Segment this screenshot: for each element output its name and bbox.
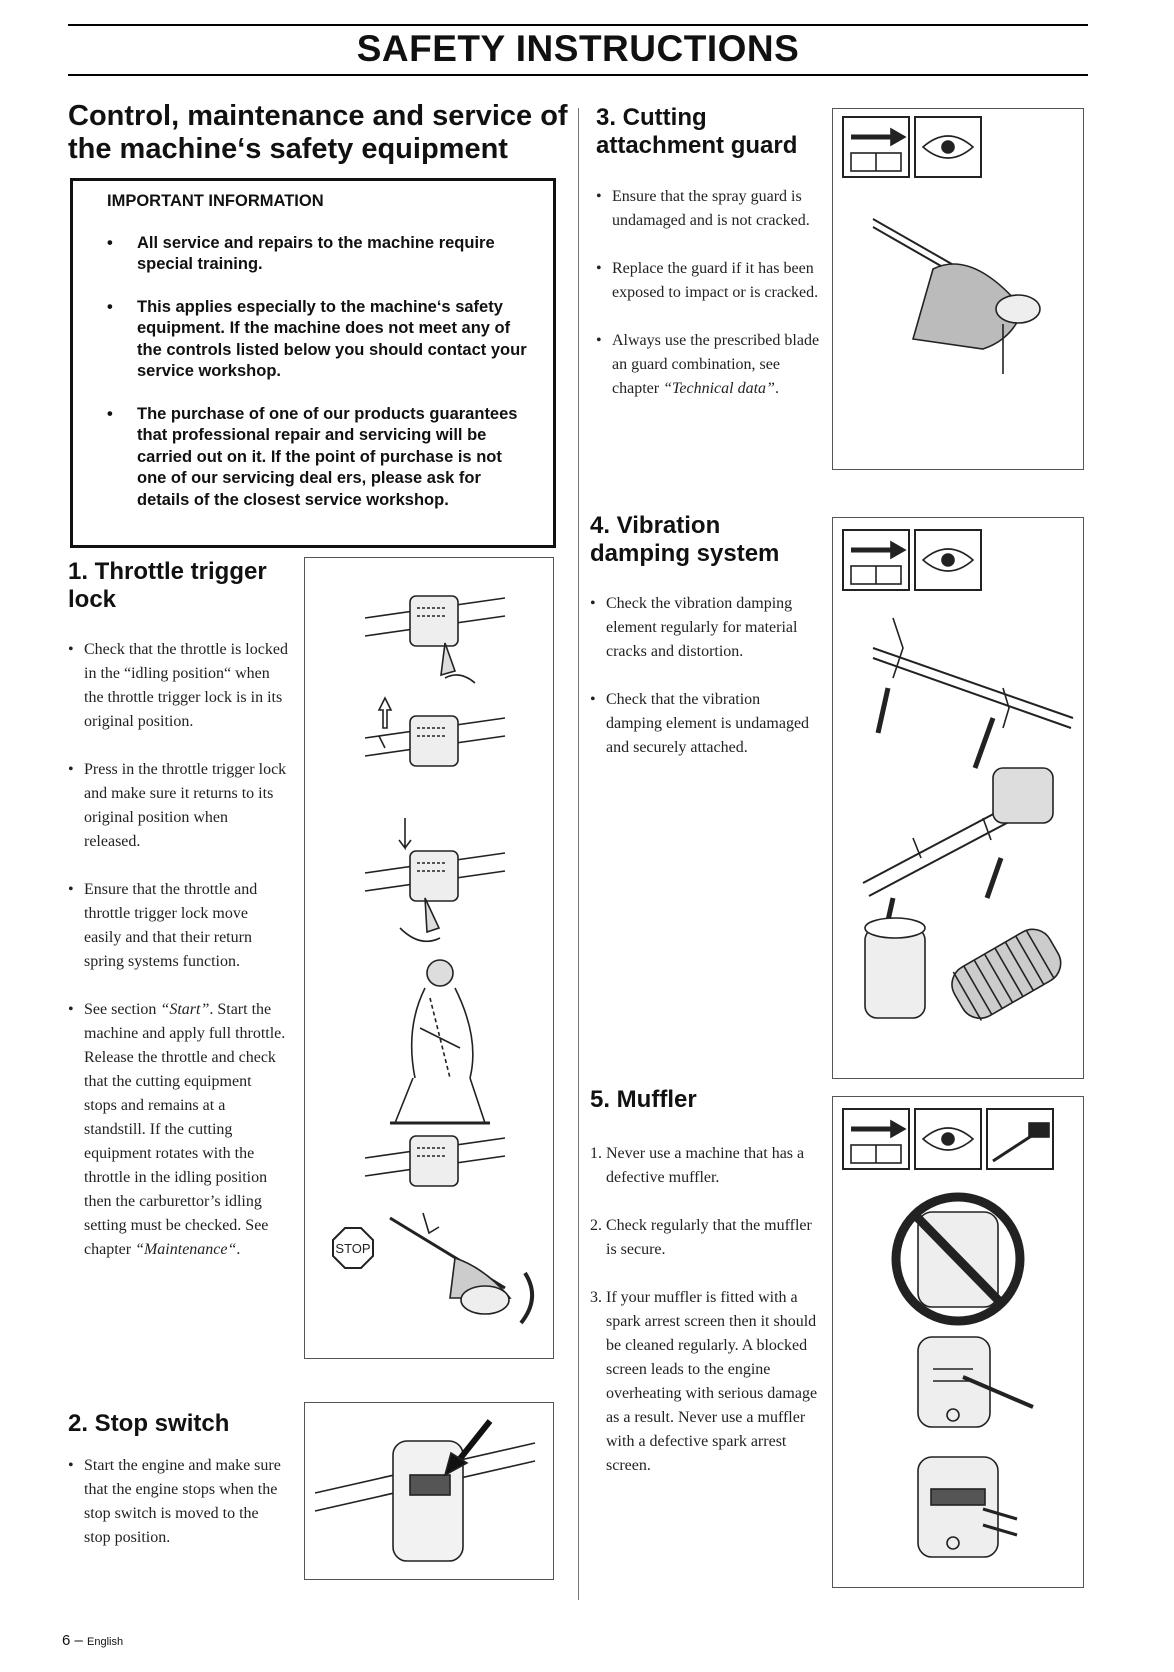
prohibited-icon [896, 1197, 1020, 1321]
throttle-lock-heading-line1: 1. Throttle trigger [68, 558, 267, 585]
important-info-item: • The purchase of one of our products guarantees that professional repair and servicing will be carried out on it. If the point of purchase is not one of our servicing deal ers, please ask for details of the closest service workshop. [107, 404, 533, 512]
throttle-lock-illustration [304, 557, 554, 1359]
list-item-text: If your muffler is fitted with a spark arrest screen then it should be cleaned regularly. A blocked screen leads to the engine overheating with serious damage as a result. Never use a muffler with a defective spark arrest screen. [606, 1289, 818, 1474]
guard-list [596, 185, 820, 425]
list-item-text: Ensure that the throttle and throttle trigger lock move easily and that their return spring systems function. [84, 881, 258, 970]
muffler-heading: 5. Muffler [590, 1086, 697, 1113]
list-item-number: 3. [590, 1289, 602, 1306]
list-item-text: . [236, 1241, 241, 1258]
list-item-text: Always use the prescribed blade an guard combination, see chapter [612, 332, 820, 397]
arrow-book-icon [843, 1109, 909, 1169]
list-item-text: . Start the machine and apply full throttle. Release the throttle and check that the cutting equipment stops and remains at a standstill. If the cutting equipment rotates with the throttle in the idling position then the carburettor’s idling setting must be checked. See chapter [84, 1001, 286, 1258]
throttle-lock-list [68, 638, 288, 1286]
important-info-item: • This applies especially to the machine‘s safety equipment. If the machine does not meet any of the controls listed below you should contact your service workshop. [107, 297, 533, 383]
list-item: • Ensure that the spray guard is undamaged and is not cracked. [596, 188, 810, 229]
list-item: • Start the engine and make sure that the engine stops when the stop switch is moved to the stop position. [68, 1457, 281, 1546]
eye-inspect-icon [915, 1109, 981, 1169]
vibration-list [590, 592, 820, 784]
stop-label: STOP [335, 1241, 371, 1256]
important-info-list [107, 233, 533, 512]
maintenance-reference: “Maintenance“ [135, 1241, 237, 1258]
arrow-book-icon [843, 117, 909, 177]
vibration-illustration [832, 517, 1084, 1079]
list-item-text: Press in the throttle trigger lock and make sure it returns to its original position when released. [84, 761, 287, 850]
trimmer-head-icon [390, 1218, 532, 1323]
muffler-list [590, 1142, 818, 1502]
stop-switch-icon [410, 1475, 450, 1495]
guard-heading-line2: attachment guard [596, 132, 798, 159]
page-title: SAFETY INSTRUCTIONS [356, 28, 800, 69]
guard-illustration [832, 108, 1084, 470]
column-divider [578, 108, 579, 1600]
guard-heading-line1: 3. Cutting [596, 104, 707, 131]
trimmer-guard-icon [873, 219, 1040, 374]
top-rule [68, 24, 1088, 26]
stop-sign-icon [333, 1228, 373, 1268]
list-item [590, 1214, 818, 1262]
list-item: • Replace the guard if it has been exposed to impact or is cracked. [596, 260, 819, 301]
list-item-text: Never use a machine that has a defective muffler. [606, 1145, 805, 1186]
list-item-text: Replace the guard if it has been exposed to impact or is cracked. [612, 260, 819, 301]
muffler-clean-icon [918, 1337, 1033, 1427]
muffler-screen-icon [918, 1457, 1017, 1557]
operator-figure-icon [390, 960, 490, 1123]
throttle-handle-icon [365, 716, 505, 766]
list-item: • See section “Start”. Start the machine and apply full throttle. Release the throttle and check that the cutting equipment stops and remains at a standstill. If the cutting equipment rotates with the throttle in the idling position then the carburettor’s idling setting must be checked. See chapter “Maintenance“. [68, 1001, 286, 1258]
damper-spring-icon [865, 918, 1068, 1026]
throttle-lock-heading-line2: lock [68, 586, 117, 613]
list-item: • Ensure that the throttle and throttle trigger lock move easily and that their return spring systems function. [68, 881, 258, 970]
down-arrow-icon [399, 818, 411, 848]
page-number: 6 – [62, 1632, 88, 1649]
section-heading [68, 100, 568, 166]
arrow-book-icon [843, 530, 909, 590]
list-item: • Always use the prescribed blade an guard combination, see chapter “Technical data”. [596, 332, 820, 397]
list-item-text: Check the vibration damping element regularly for material cracks and distortion. [606, 595, 798, 660]
throttle-handle-icon [365, 596, 505, 675]
shaft-damper-icon [873, 618, 1073, 768]
throttle-handle-icon [365, 851, 505, 932]
vibration-heading [590, 512, 810, 568]
vibration-heading-line1: 4. Vibration [590, 512, 721, 539]
engine-damper-icon [863, 768, 1053, 943]
list-item [590, 1286, 818, 1478]
list-item: • Check that the throttle is locked in the “idling position“ when the throttle trigger lock is in its original position. [68, 641, 288, 730]
list-item: • Check the vibration damping element regularly for material cracks and distortion. [590, 595, 798, 660]
section-heading-line1: Control, maintenance and service of [68, 100, 568, 132]
list-item-text: See section [84, 1001, 161, 1018]
list-item-text: Check that the throttle is locked in the “idling position“ when the throttle trigger lock is in its original position. [84, 641, 288, 730]
throttle-handle-icon [365, 1136, 505, 1186]
eye-inspect-icon [915, 117, 981, 177]
return-arrow-icon [445, 675, 475, 683]
list-item-text: Start the engine and make sure that the engine stops when the stop switch is moved to the stop position. [84, 1457, 281, 1546]
important-info-box [70, 178, 556, 548]
stop-switch-list [68, 1454, 288, 1574]
important-info-item: • All service and repairs to the machine require special training. [107, 233, 533, 276]
technical-data-reference: “Technical data” [663, 380, 775, 397]
list-item: • Check that the vibration damping element is undamaged and securely attached. [590, 691, 810, 756]
vibration-heading-line2: damping system [590, 540, 780, 567]
list-item-text: Check that the vibration damping element is undamaged and securely attached. [606, 691, 810, 756]
important-info-heading: IMPORTANT INFORMATION [107, 192, 324, 210]
start-reference: “Start” [160, 1001, 210, 1018]
stop-switch-illustration [304, 1402, 554, 1580]
stop-switch-heading: 2. Stop switch [68, 1410, 230, 1437]
list-item-text: . [774, 380, 779, 397]
list-item: • Press in the throttle trigger lock and make sure it returns to its original position when released. [68, 761, 287, 850]
list-item-text: Ensure that the spray guard is undamaged and is not cracked. [612, 188, 810, 229]
title-underline [68, 74, 1088, 76]
page-language: English [87, 1636, 124, 1648]
release-arrow-icon [423, 1213, 439, 1233]
muffler-illustration [832, 1096, 1084, 1588]
eye-inspect-icon [915, 530, 981, 590]
list-item-number: 2. [590, 1217, 602, 1234]
throttle-lock-heading [68, 558, 288, 614]
list-item-text: Check regularly that the muffler is secure. [606, 1217, 812, 1258]
page-footer [62, 1632, 123, 1649]
up-down-arrow-icon [379, 698, 391, 748]
section-heading-line2: the machine‘s safety equipment [68, 133, 508, 165]
list-item-number: 1. [590, 1145, 602, 1162]
wire-brush-icon [987, 1109, 1053, 1169]
list-item [590, 1142, 818, 1190]
guard-heading [596, 104, 816, 160]
